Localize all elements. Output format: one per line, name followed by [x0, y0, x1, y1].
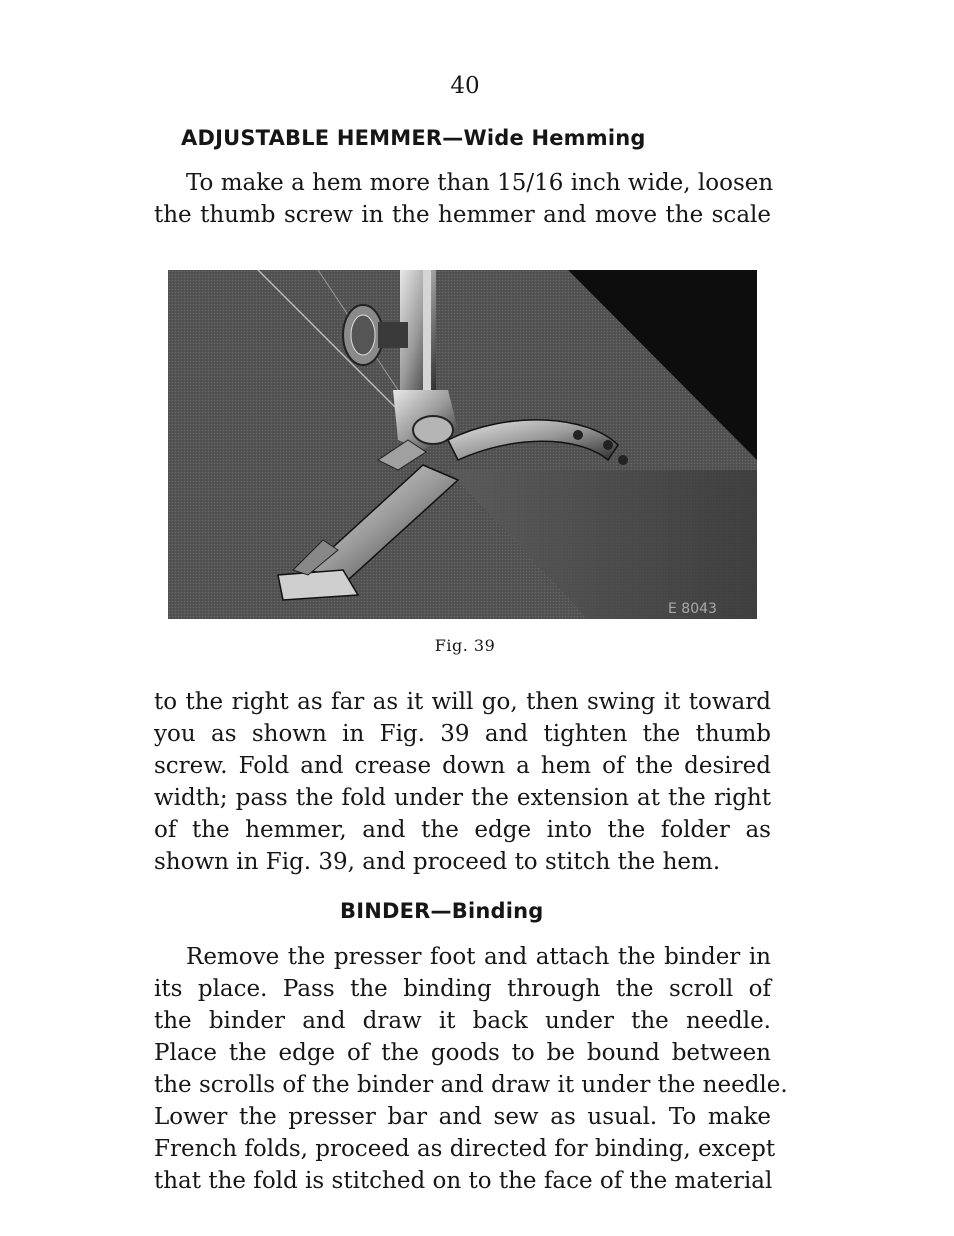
paragraph-line: that the fold is stitched on to the face of the material [154, 1168, 773, 1194]
paragraph-line: shown in Fig. 39, and proceed to stitch the hem. [154, 849, 721, 875]
paragraph-line: the binder and draw it back under the needle. [154, 1008, 771, 1034]
figure-hemmer-photo [168, 270, 757, 619]
paragraph-line: To make a hem more than 15/16 inch wide, loosen [186, 170, 774, 196]
section-heading-adjustable-hemmer: ADJUSTABLE HEMMER—Wide Hemming [181, 126, 646, 150]
paragraph-line: Place the edge of the goods to be bound between [154, 1040, 771, 1066]
paragraph-line: French folds, proceed as directed for binding, except [154, 1136, 776, 1162]
page-number: 40 [450, 73, 480, 99]
paragraph-line: screw. Fold and crease down a hem of the desired [154, 753, 771, 779]
paragraph-line: width; pass the fold under the extension at the right [154, 785, 771, 811]
paragraph-line: the scrolls of the binder and draw it under the needle. [154, 1072, 788, 1098]
paragraph-line: the thumb screw in the hemmer and move the scale [154, 202, 771, 228]
plate-code: E 8043 [668, 601, 717, 617]
paragraph-line: of the hemmer, and the edge into the folder as [154, 817, 771, 843]
paragraph-line: its place. Pass the binding through the scroll of [154, 976, 771, 1002]
hemmer-illustration [168, 270, 757, 619]
figure-caption: Fig. 39 [434, 636, 496, 655]
paragraph-line: Lower the presser bar and sew as usual. To make [154, 1104, 771, 1130]
section-heading-binder: BINDER—Binding [340, 899, 544, 923]
paragraph-line: you as shown in Fig. 39 and tighten the thumb [154, 721, 771, 747]
paragraph-line: Remove the presser foot and attach the binder in [186, 944, 771, 970]
paragraph-line: to the right as far as it will go, then swing it toward [154, 689, 771, 715]
